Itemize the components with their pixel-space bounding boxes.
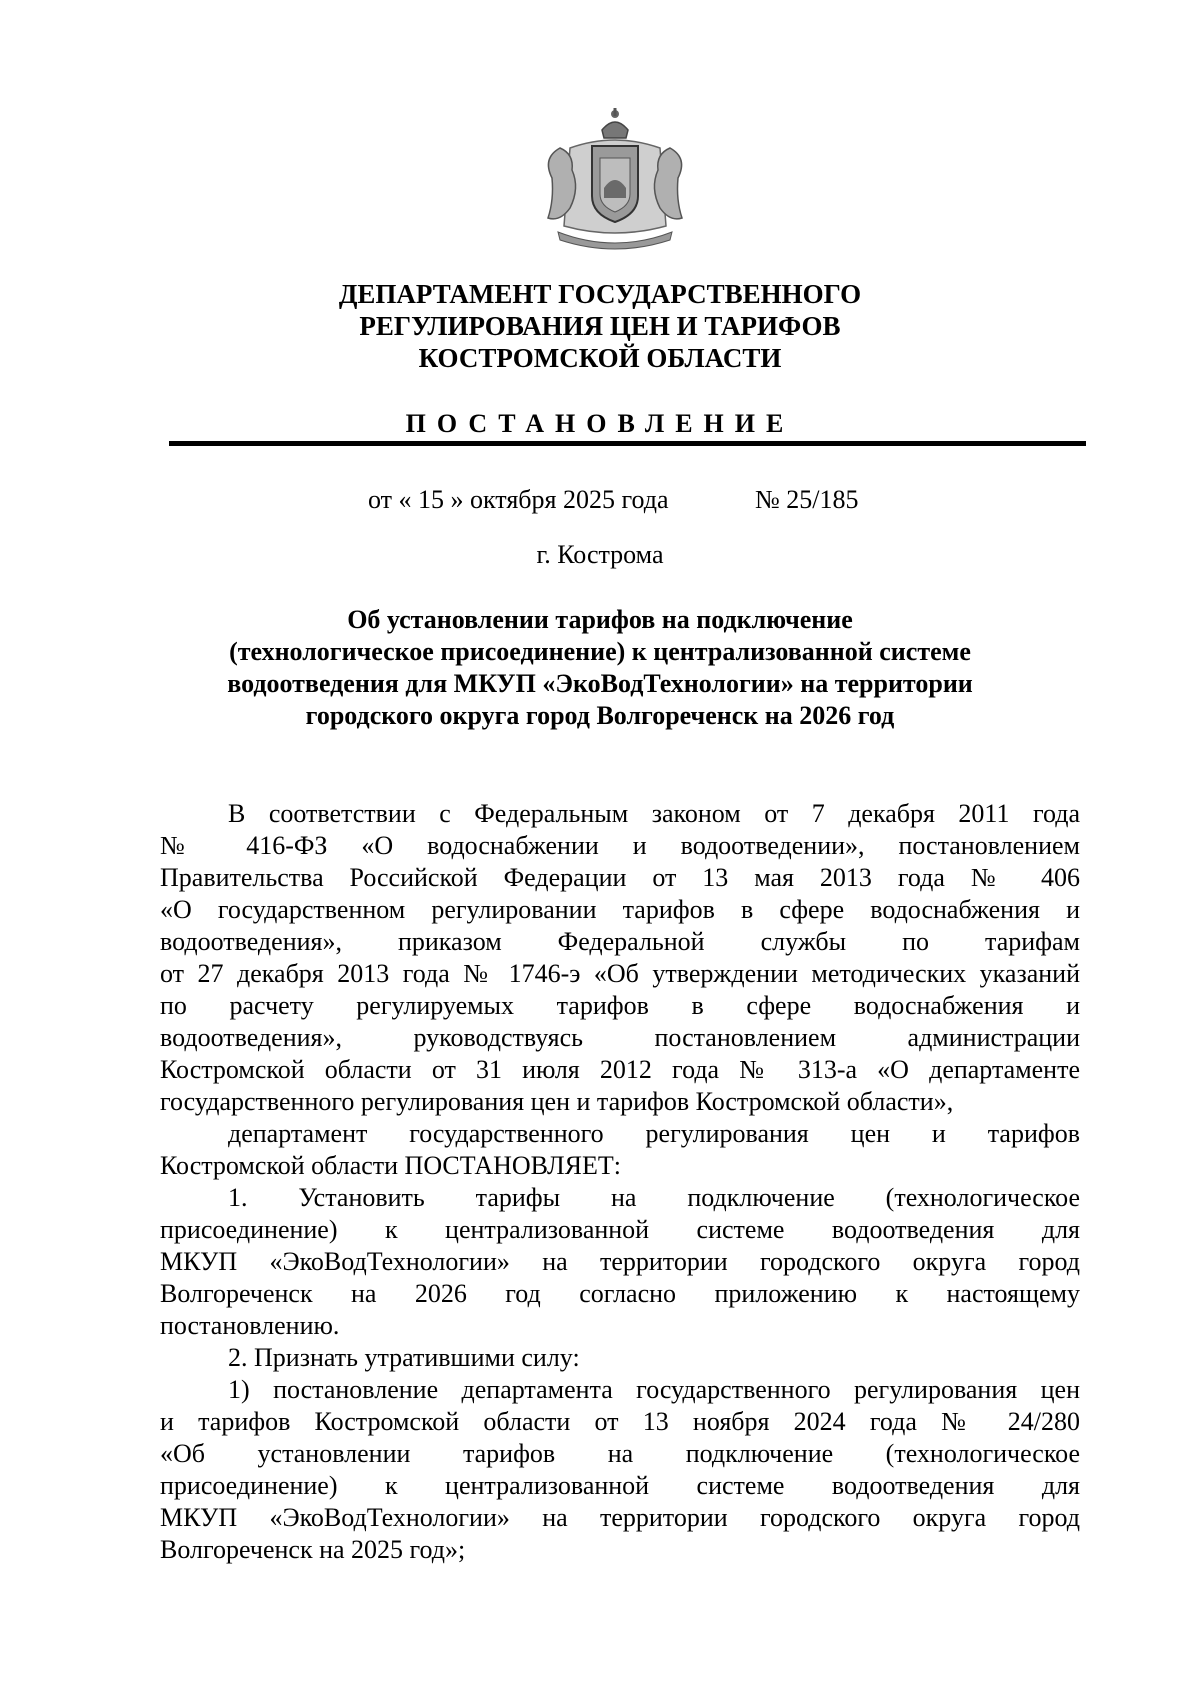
body-line: В соответствии с Федеральным законом от 7 декабря 2011 года (228, 799, 1080, 828)
body-line: «О государственном регулировании тарифов в сфере водоснабжения и (160, 895, 1080, 924)
subject-line: Об установлении тарифов на подключение (347, 605, 853, 634)
document-number: № 25/185 (755, 485, 859, 514)
body-line: государственного регулирования цен и тарифов Костромской области», (160, 1087, 954, 1116)
body-line: МКУП «ЭкоВодТехнологии» на территории городского округа город (160, 1503, 1080, 1532)
body-line: Волгореченск на 2025 год»; (160, 1535, 466, 1564)
department-line-2: РЕГУЛИРОВАНИЯ ЦЕН И ТАРИФОВ (359, 311, 841, 341)
body-line: 1. Установить тарифы на подключение (технологическое (228, 1183, 1080, 1212)
subject-line: городского округа город Волгореченск на 2026 год (305, 701, 895, 730)
header-divider (169, 441, 1086, 446)
subject-line: водоотведения для МКУП «ЭкоВодТехнологии» на территории (227, 669, 973, 698)
document-subject (0, 604, 1200, 732)
department-line-3: КОСТРОМСКОЙ ОБЛАСТИ (418, 343, 782, 373)
document-type-title: ПОСТАНОВЛЕНИЕ (405, 409, 795, 438)
document-city: г. Кострома (536, 540, 664, 569)
department-name (0, 278, 1200, 374)
body-line: постановлению. (160, 1311, 340, 1340)
body-line: Волгореченск на 2026 год согласно приложению к настоящему (160, 1279, 1080, 1308)
body-line: 1) постановление департамента государственного регулирования цен (228, 1375, 1080, 1404)
body-line: Костромской области ПОСТАНОВЛЯЕТ: (160, 1151, 621, 1180)
body-line: «Об установлении тарифов на подключение (технологическое (160, 1439, 1080, 1468)
body-line: департамент государственного регулирования цен и тарифов (228, 1119, 1080, 1148)
body-line: № 416-ФЗ «О водоснабжении и водоотведении», постановлением (160, 831, 1080, 860)
body-line: присоединение) к централизованной системе водоотведения для (160, 1215, 1080, 1244)
body-line: МКУП «ЭкоВодТехнологии» на территории городского округа город (160, 1247, 1080, 1276)
body-line: Правительства Российской Федерации от 13 мая 2013 года № 406 (160, 863, 1080, 892)
coat-of-arms-emblem (530, 108, 700, 258)
document-body (160, 798, 1080, 1566)
body-line: и тарифов Костромской области от 13 ноября 2024 года № 24/280 (160, 1407, 1080, 1436)
body-line: водоотведения», руководствуясь постановлением администрации (160, 1023, 1080, 1052)
body-line: водоотведения», приказом Федеральной службы по тарифам (160, 927, 1080, 956)
body-line: Костромской области от 31 июля 2012 года № 313-а «О департаменте (160, 1055, 1080, 1084)
body-line: по расчету регулируемых тарифов в сфере водоснабжения и (160, 991, 1080, 1020)
body-line: 2. Признать утратившими силу: (228, 1343, 580, 1372)
body-line: присоединение) к централизованной системе водоотведения для (160, 1471, 1080, 1500)
document-date: от « 15 » октября 2025 года (368, 485, 669, 514)
body-line: от 27 декабря 2013 года № 1746-э «Об утверждении методических указаний (160, 959, 1080, 988)
department-line-1: ДЕПАРТАМЕНТ ГОСУДАРСТВЕННОГО (338, 279, 862, 309)
subject-line: (технологическое присоединение) к централизованной системе (229, 637, 971, 666)
